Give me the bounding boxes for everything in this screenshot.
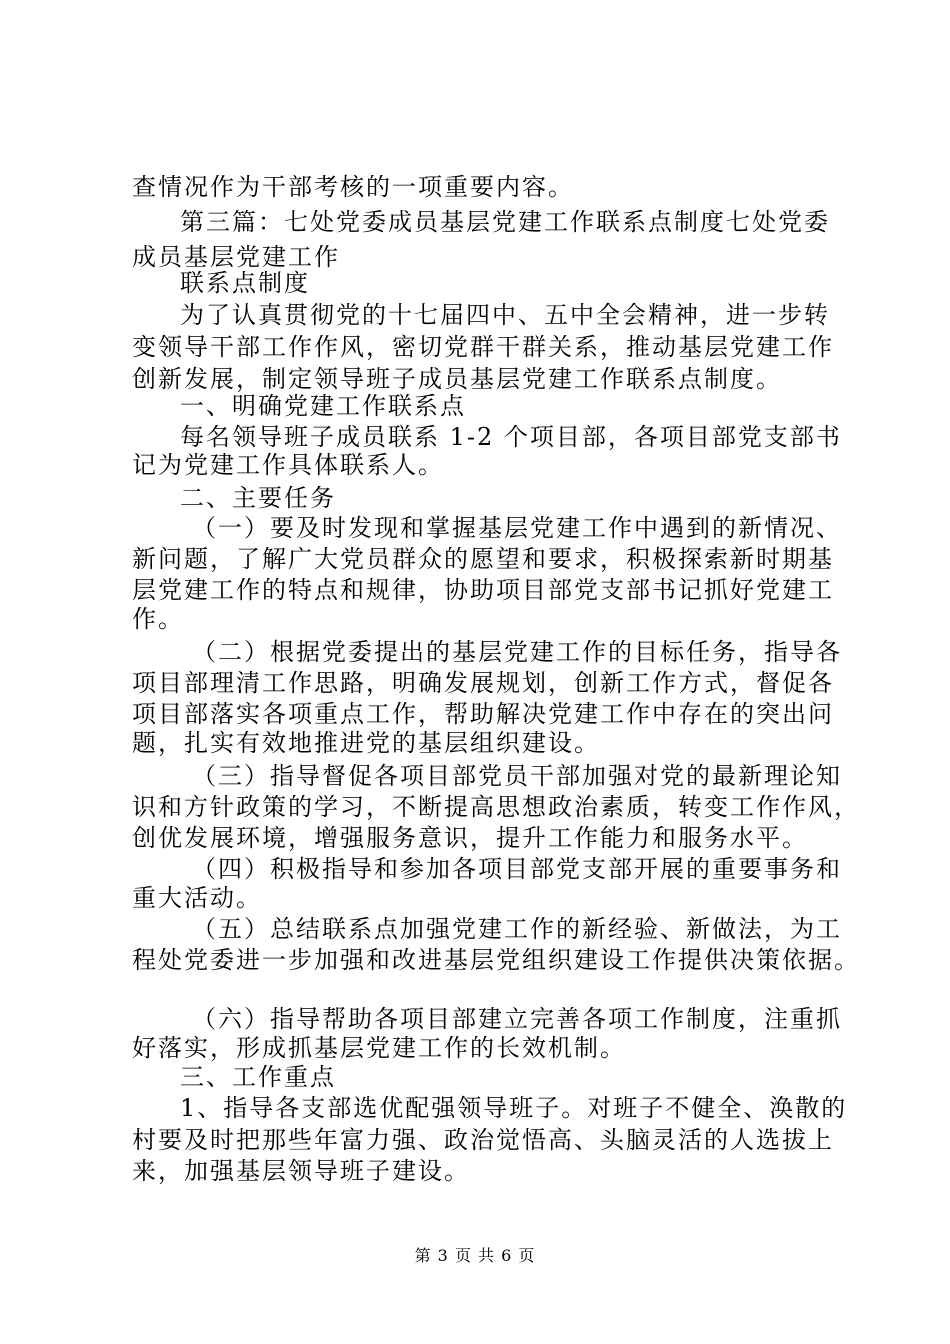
text-line: 每名领导班子成员联系 1-2 个项目部，各项目部党支部书	[180, 423, 842, 451]
text-line: 重大活动。	[132, 884, 262, 912]
text-line: 查情况作为干部考核的一项重要内容。	[132, 173, 574, 201]
text-line: 题，扎实有效地推进党的基层组织建设。	[132, 729, 600, 757]
section-title-line: 第三篇：七处党委成员基层党建工作联系点制度七处党委	[180, 208, 830, 236]
text-line: 记为党建工作具体联系人。	[132, 451, 444, 479]
text-line: 识和方针政策的学习，不断提高思想政治素质，转变工作作风，	[132, 793, 860, 821]
section-title-line: 联系点制度	[180, 269, 310, 297]
page-number-footer: 第 3 页 共 6 页	[414, 1246, 536, 1265]
text-line: 好落实，形成抓基层党建工作的长效机制。	[132, 1034, 626, 1062]
text-line: 为了认真贯彻党的十七届四中、五中全会精神，进一步转	[180, 301, 830, 329]
text-line: 项目部落实各项重点工作，帮助解决党建工作中存在的突出问	[132, 700, 834, 728]
text-line: 村要及时把那些年富力强、政治觉悟高、头脑灵活的人选拔上	[132, 1126, 834, 1154]
text-line: （四）积极指导和参加各项目部党支部开展的重要事务和	[192, 855, 842, 883]
text-line: 创新发展，制定领导班子成员基层党建工作联系点制度。	[132, 365, 782, 393]
text-line: 作。	[132, 605, 184, 633]
text-line: 创优发展环境，增强服务意识，提升工作能力和服务水平。	[132, 824, 808, 852]
heading-line: 三、工作重点	[180, 1063, 336, 1091]
text-line: 程处党委进一步加强和改进基层党组织建设工作提供决策依据。	[132, 946, 860, 974]
text-line: 新问题，了解广大党员群众的愿望和要求，积极探索新时期基	[132, 545, 834, 573]
text-line: 层党建工作的特点和规律，协助项目部党支部书记抓好党建工	[132, 576, 834, 604]
text-line: 1、指导各支部选优配强领导班子。对班子不健全、涣散的	[180, 1094, 848, 1122]
text-line: 项目部理清工作思路，明确发展规划，创新工作方式，督促各	[132, 669, 834, 697]
text-line: （二）根据党委提出的基层党建工作的目标任务，指导各	[192, 638, 842, 666]
text-line: （三）指导督促各项目部党员干部加强对党的最新理论知	[192, 762, 842, 790]
text-line: 来，加强基层领导班子建设。	[132, 1157, 470, 1185]
section-title-line: 成员基层党建工作	[132, 243, 340, 271]
heading-line: 二、主要任务	[180, 484, 336, 512]
text-line: （五）总结联系点加强党建工作的新经验、新做法，为工	[192, 915, 842, 943]
text-line: （六）指导帮助各项目部建立完善各项工作制度，注重抓	[192, 1005, 842, 1033]
text-line: 变领导干部工作作风，密切党群干群关系，推动基层党建工作	[132, 333, 834, 361]
heading-line: 一、明确党建工作联系点	[180, 392, 466, 420]
text-line: （一）要及时发现和掌握基层党建工作中遇到的新情况、	[192, 514, 842, 542]
